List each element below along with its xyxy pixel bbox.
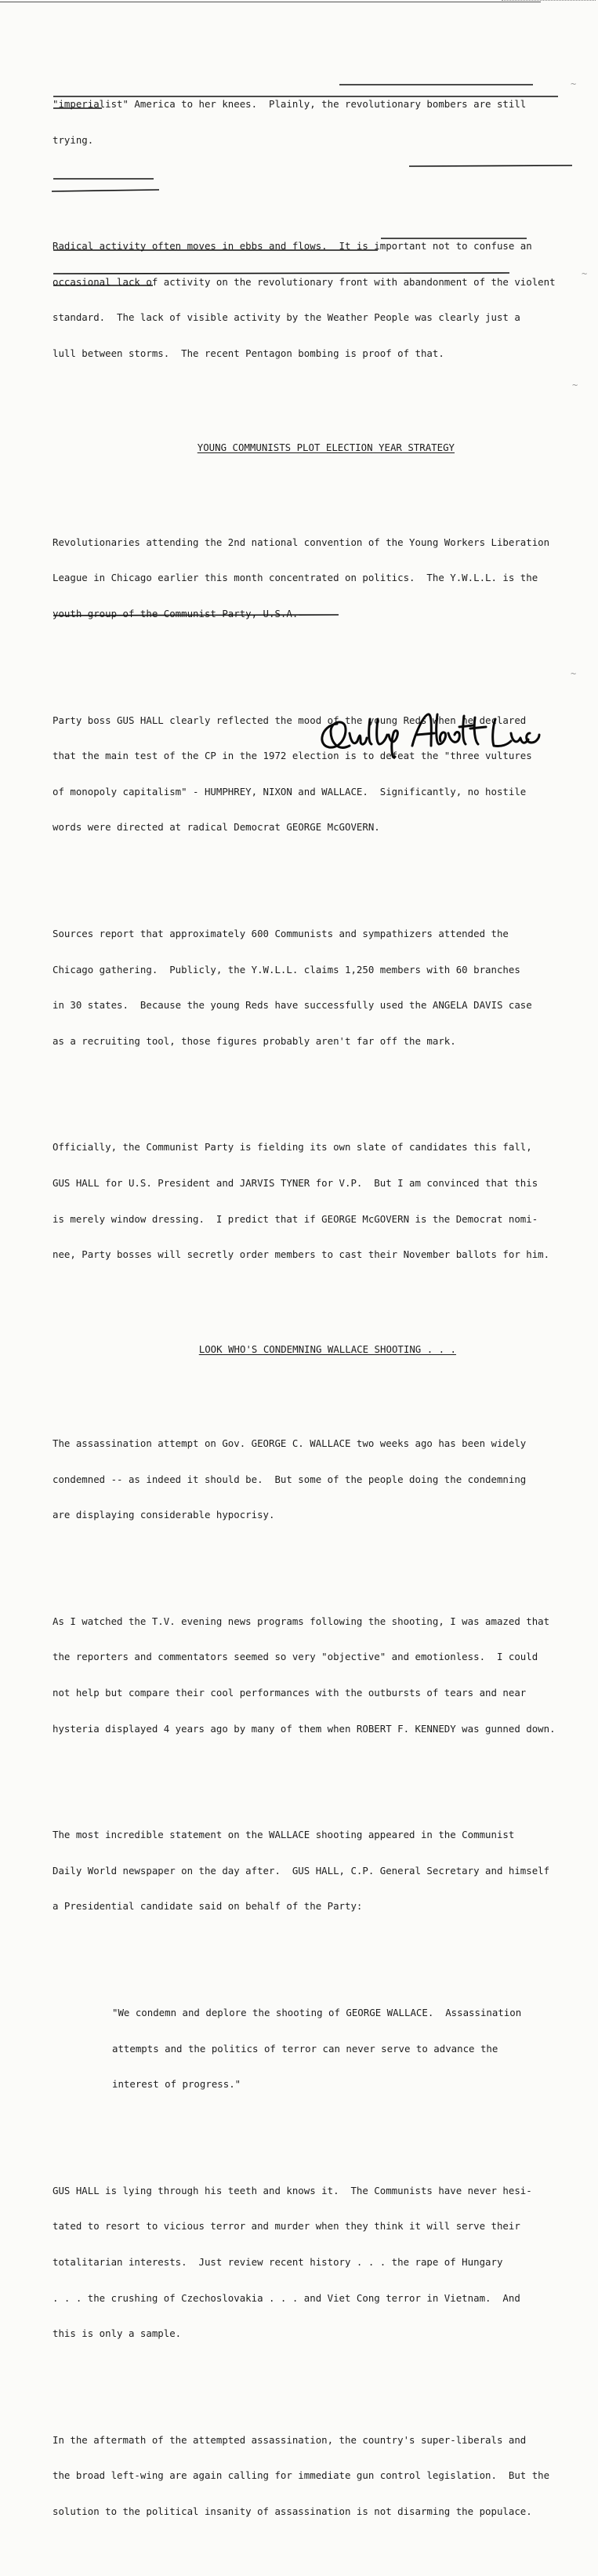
text-line: Party boss GUS HALL clearly reflected the mood of the young Reds when he declared [53,714,527,726]
paragraph-8 [53,1591,570,1758]
paragraph-6 [53,1117,570,1284]
text-line: words were directed at radical Democrat GEORGE McGOVERN. [53,821,380,834]
text-line: GUS HALL is lying through his teeth and knows it. The Communists have never hesi- [53,2184,532,2196]
text-line: lull between storms. The recent Pentagon bombing is proof of that. [53,347,444,359]
text-line: totalitarian interests. Just review recent history . . . the rape of Hungary [53,2255,503,2268]
text-line: a Presidential candidate said on behalf of the Party: [53,1900,363,1913]
quote-line: attempts and the politics of terror can never serve to advance the [112,2042,498,2055]
text-line: of monopoly capitalism" - HUMPHREY, NIXON and WALLACE. Significantly, no hostile [53,785,527,798]
text-line: trying. [53,133,94,146]
paragraph-11 [53,2410,570,2541]
paragraph-9 [53,1805,570,1936]
text-line: the reporters and commentators seemed so very "objective" and emotionless. I could [53,1651,538,1663]
text-line: is merely window dressing. I predict that if GEORGE McGOVERN is the Democrat nomi- [53,1212,538,1225]
text-line: are displaying considerable hypocrisy. [53,1509,275,1521]
text-line: Sources report that approximately 600 Communists and sympathizers attended the [53,928,509,940]
text-line: the broad left-wing are again calling for immediate gun control legislation. But the [53,2469,550,2482]
text-line: "imperialist" America to her knees. Plainly, the revolutionary bombers are still [53,98,527,111]
paragraph-7 [53,1414,570,1545]
handwritten-signature [313,710,541,765]
margin-mark: ~ [582,268,588,279]
text-line: Chicago gathering. Publicly, the Y.W.L.L. claims 1,250 members with 60 branches [53,963,520,976]
text-line: that the main test of the CP in the 1972 election is to defeat the "three vultures [53,750,532,762]
text-line: The assassination attempt on Gov. GEORGE C. WALLACE two weeks ago has been widely [53,1437,527,1450]
text-line: in 30 states. Because the young Reds have successfully used the ANGELA DAVIS case [53,999,532,1012]
text-line: this is only a sample. [53,2327,182,2340]
underline-mark [52,190,159,191]
quote-line: interest of progress." [112,2078,241,2091]
text-line: Revolutionaries attending the 2nd national convention of the Young Workers Liberation [53,536,550,548]
heading-text: YOUNG COMMUNISTS PLOT ELECTION YEAR STRATEGY [197,441,455,454]
text-line: not help but compare their cool performances with the outbursts of tears and near [53,1687,527,1699]
text-line: hysteria displayed 4 years ago by many of them when ROBERT F. KENNEDY was gunned down. [53,1722,556,1735]
text-line: Officially, the Communist Party is fielding its own slate of candidates this fall, [53,1141,532,1154]
handwritten-underlines [0,0,598,776]
text-line: as a recruiting tool, those figures probably aren't far off the mark. [53,1034,456,1047]
margin-mark: ~ [571,668,577,679]
underline-mark [409,165,572,166]
text-line: Daily World newspaper on the day after. GUS HALL, C.P. General Secretary and himself [53,1864,550,1877]
underline-mark [53,615,339,616]
block-quote [112,1983,570,2114]
paragraph-10 [53,2160,570,2363]
text-line: League in Chicago earlier this month concentrated on politics. The Y.W.L.L. is the [53,572,538,584]
text-line: The most incredible statement on the WALLACE shooting appeared in the Communist [53,1829,515,1841]
text-line: As I watched the T.V. evening news programs following the shooting, I was amazed that [53,1615,550,1627]
margin-mark: ~ [571,78,577,89]
text-line: youth group of the Communist Party, U.S.A. [53,608,299,620]
paragraph-5 [53,904,570,1071]
heading-text: LOOK WHO'S CONDEMNING WALLACE SHOOTING . . . [198,1342,456,1355]
text-line: tated to resort to vicious terror and murder when they think it will serve their [53,2220,520,2233]
text-line: condemned -- as indeed it should be. But some of the people doing the condemning [53,1473,527,1485]
text-line: solution to the political insanity of assassination is not disarming the populace. [53,2505,532,2517]
section-heading [53,1331,570,1367]
text-line: occasional lack of activity on the revolutionary front with abandonment of the violent [53,275,556,288]
text-line: In the aftermath of the attempted assassination, the country's super-liberals and [53,2433,527,2446]
quote-line: "We condemn and deplore the shooting of GEORGE WALLACE. Assassination [112,2007,522,2018]
text-line: Radical activity often moves in ebbs and flows. It is important not to confuse an [53,240,532,253]
underline-mark [53,273,509,274]
text-line: GUS HALL for U.S. President and JARVIS TYNER for V.P. But I am convinced that this [53,1177,538,1189]
text-line: standard. The lack of visible activity by the Weather People was clearly just a [53,311,520,324]
text-line: . . . the crushing of Czechoslovakia . . . and Viet Cong terror in Vietnam. And [53,2291,520,2304]
text-line: nee, Party bosses will secretly order members to cast their November ballots for him. [53,1248,550,1261]
margin-mark: ~ [572,380,578,391]
